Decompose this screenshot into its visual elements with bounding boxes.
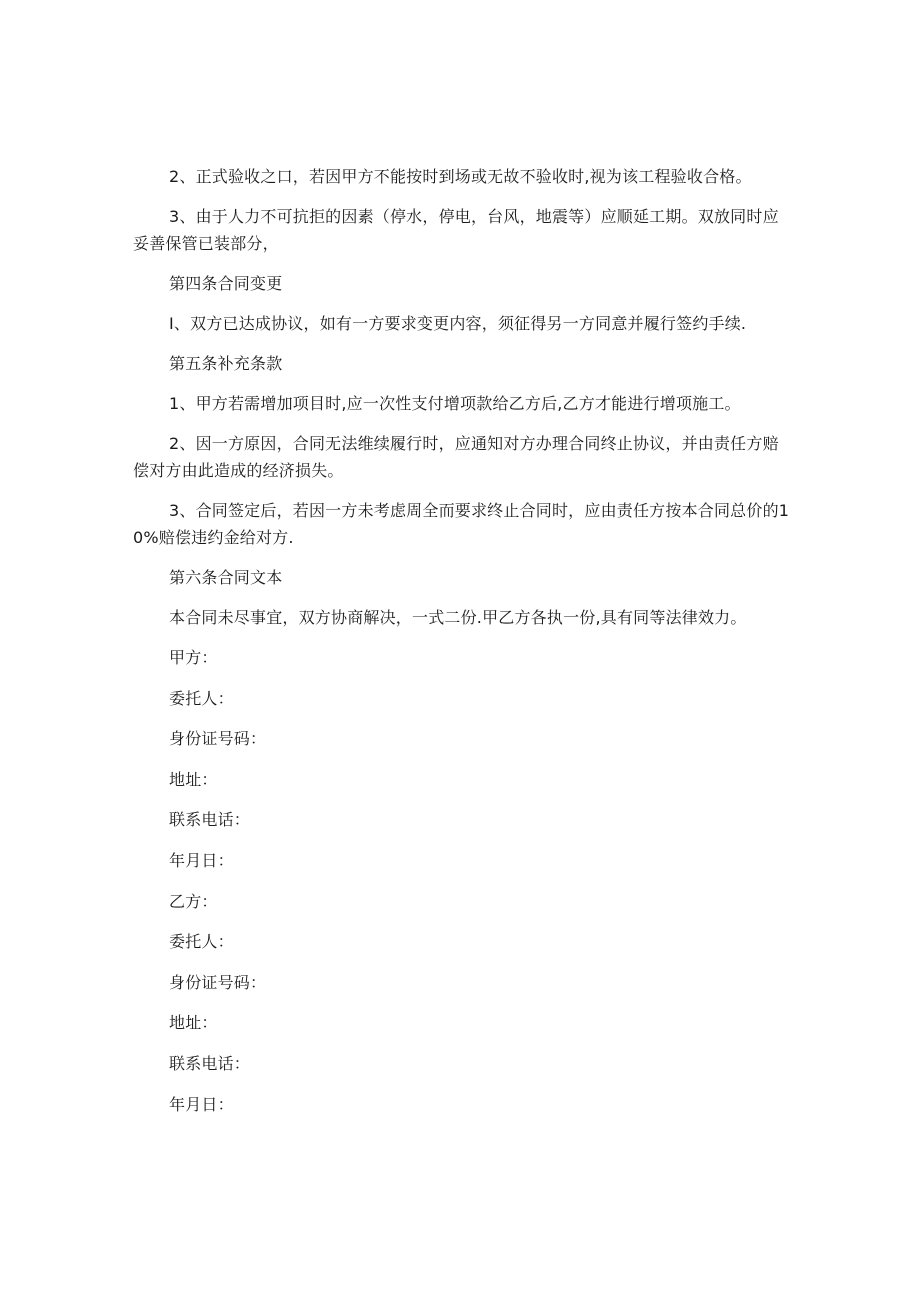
party-a-agent-field: 委托人：	[169, 688, 234, 708]
party-b-agent-field: 委托人：	[169, 932, 234, 952]
clause-force-majeure-3: 3、由于人力不可抗拒的因素（停水，停电，台风，地震等）应顺延工期。双放同时应妥善保管已装部分，	[133, 207, 779, 253]
party-b-signature-block	[133, 888, 793, 1118]
party-b-phone-field: 联系电话：	[169, 1053, 251, 1073]
party-a-label: 甲方：	[169, 648, 218, 667]
document-body	[133, 163, 793, 1131]
clause-supplementary-2: 2、因一方原因，合同无法维续履行时，应通知对方办理合同终止协议，并由责任方赔偿对方由此造成的经济损失。	[133, 434, 779, 480]
section-heading-contract-text: 第六条合同文本	[169, 568, 283, 587]
party-b-date-field: 年月日：	[169, 1094, 234, 1114]
clause-supplementary-1: 1、甲方若需增加项目时,应一次性支付增项款给乙方后,乙方才能进行增项施工。	[169, 394, 741, 413]
party-a-address-field: 地址：	[169, 769, 218, 789]
party-a-phone-field: 联系电话：	[169, 810, 251, 830]
party-b-address-field: 地址：	[169, 1013, 218, 1033]
party-a-id-number-field: 身份证号码：	[169, 729, 267, 749]
section-heading-supplementary-terms: 第五条补充条款	[169, 354, 283, 373]
party-a-date-field: 年月日：	[169, 850, 234, 870]
clause-supplementary-3: 3、合同签定后，若因一方未考虑周全而要求终止合同时，应由责任方按本合同总价的10%赔偿违约金给对方.	[133, 501, 790, 547]
party-b-label: 乙方：	[169, 891, 218, 911]
clause-change-1: I、双方已达成协议，如有一方要求变更内容，须征得另一方同意并履行签约手续.	[169, 314, 747, 333]
party-a-signature-block	[133, 644, 793, 874]
clause-contract-text: 本合同未尽事宜，双方协商解决，一式二份.甲乙方各执一份,具有同等法律效力。	[169, 608, 747, 627]
party-b-id-number-field: 身份证号码：	[169, 972, 267, 992]
section-heading-contract-change: 第四条合同变更	[169, 274, 283, 293]
clause-acceptance-2: 2、正式验收之口，若因甲方不能按时到场或无故不验收时,视为该工程验收合格。	[169, 167, 752, 186]
